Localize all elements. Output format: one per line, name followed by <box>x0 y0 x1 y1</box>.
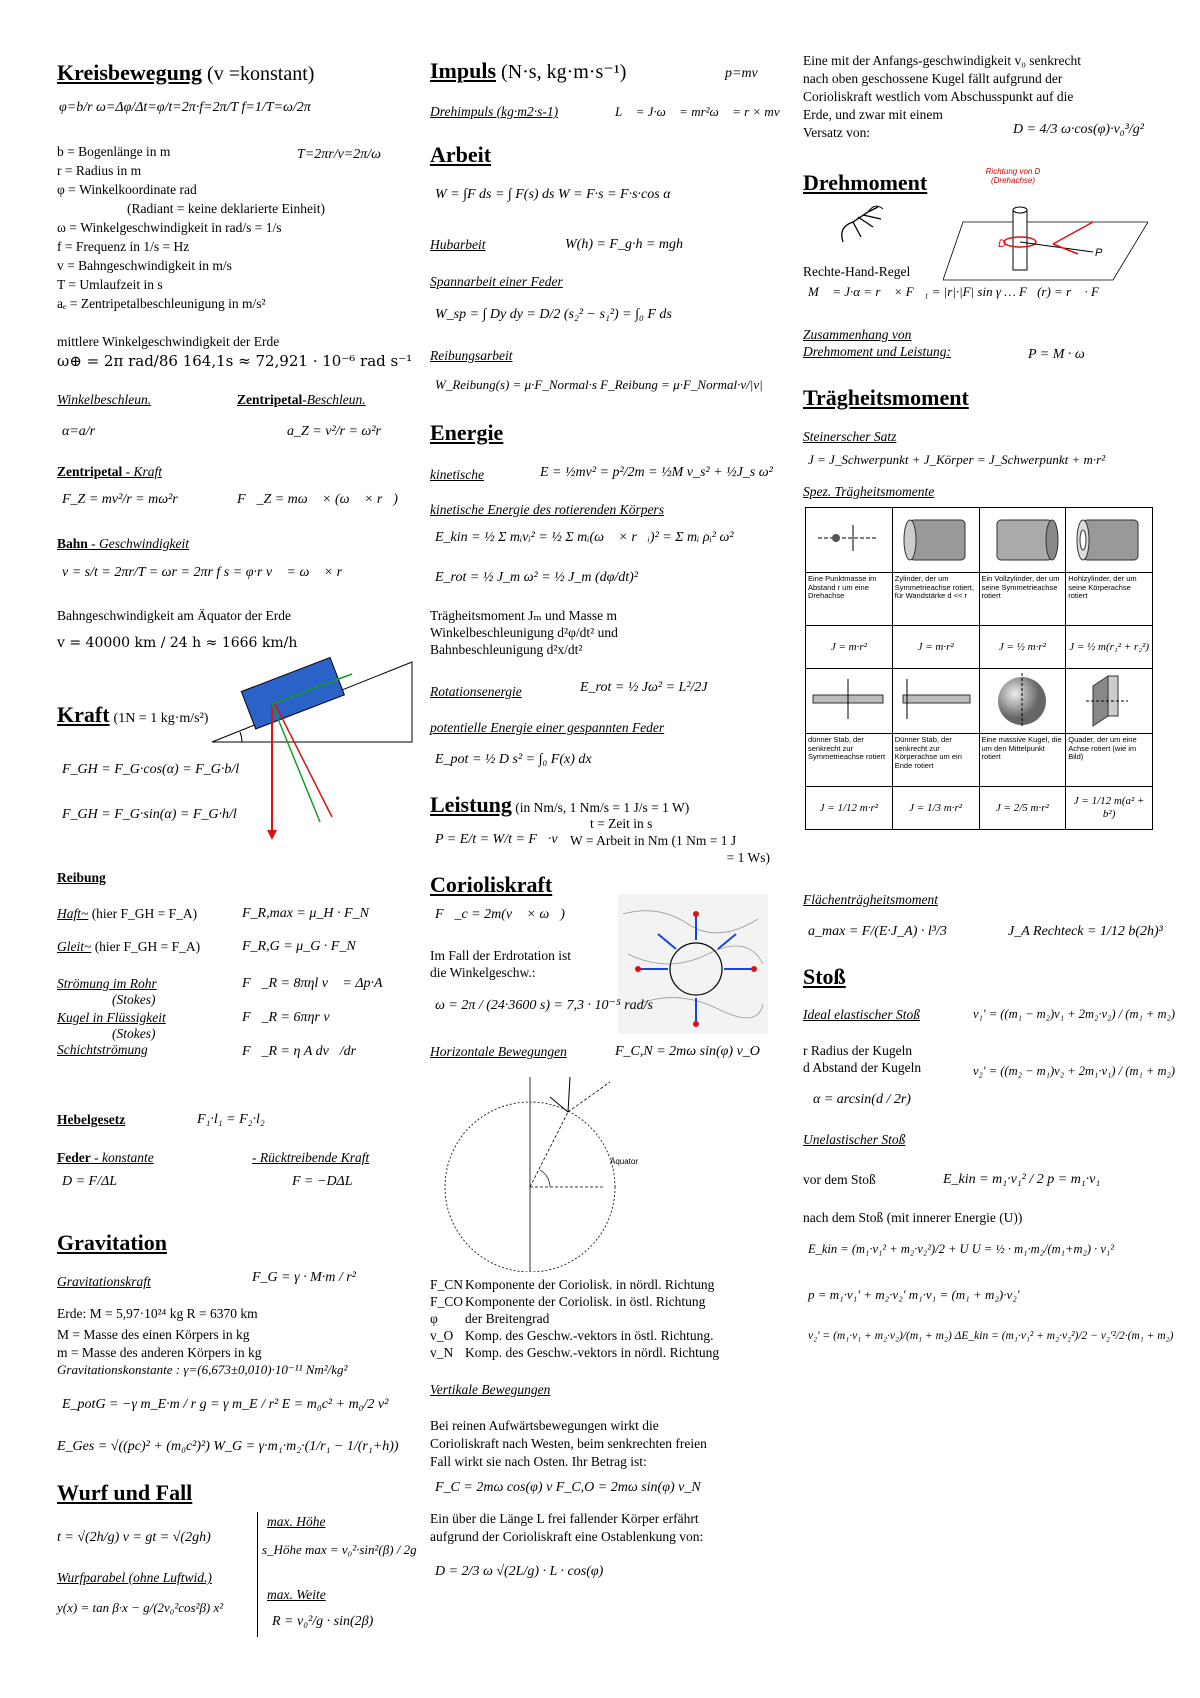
kin-label: kinetische <box>430 467 484 482</box>
horiz-label: Horizontale Bewegungen <box>430 1044 567 1059</box>
table-row-desc-1 <box>806 573 1153 626</box>
fn-arrow <box>272 704 320 822</box>
img-kugel <box>979 669 1066 734</box>
desc-quader: Quader, der um eine Achse rotiert (wie im Bild) <box>1066 734 1153 787</box>
kugel-text-5: Versatz von: <box>803 125 871 140</box>
rohr-formula: F⃗_R = 8πηl v⃗ = Δp·A <box>242 976 383 991</box>
img-hohlzylinder <box>1066 508 1153 573</box>
flaechen-formula-2: J_A Rechteck = 1/12 b(2h)³ <box>1008 924 1163 939</box>
ekin-formula: E_kin = ½ Σ mᵢvᵢ² = ½ Σ mᵢ(ω⃗ × r⃗ᵢ)² = Σ mᵢ ρᵢ² ω² <box>435 530 734 545</box>
arbeit-formula: W = ∫F ds = ∫ F(s) ds W = F·s = F·s·cos α <box>435 187 671 202</box>
impuls-heading <box>430 58 626 84</box>
form-quader: J = 1/12 m(a² + b²) <box>1066 787 1153 830</box>
spann-formula: W_sp = ∫ Dy dy = D/2 (s₂² − s₁²) = ∫₀ F ds <box>435 307 672 322</box>
radius-text-1: r Radius der Kugeln <box>803 1043 913 1058</box>
d-label: D <box>998 238 1006 250</box>
form-punktmasse: J = m·r² <box>806 626 893 669</box>
impuls-formula: p=mv <box>725 66 758 81</box>
hebel-formula: F₁·l₁ = F₂·l₂ <box>197 1112 265 1127</box>
p-label: P <box>1095 247 1103 259</box>
desc-vollzylinder: Ein Vollzylinder, der um seine Symmetrieachse rotiert <box>979 573 1066 626</box>
legend-text-phi: der Breitengrad <box>465 1311 550 1326</box>
erdrot-text <box>430 947 571 981</box>
impuls-unit: (N·s, kg·m·s⁻¹) <box>496 61 627 83</box>
zk-word: Zentripetal <box>57 464 123 479</box>
grav-defs <box>57 1326 261 1362</box>
az-formula: a_Z = v²/r = ω²r <box>287 424 381 439</box>
bahn-label <box>57 536 189 552</box>
schicht-label: Schichtströmung <box>57 1042 148 1057</box>
hoehe-formula: s_Höhe max = v₀²·sin²(β) / 2g <box>262 1542 417 1557</box>
form-vollzylinder: J = ½ m·r² <box>979 626 1066 669</box>
radius-text <box>803 1042 921 1076</box>
elast-formula-2: v₂' = ((m₂ − m₁)v₂ + 2m₁·v₁) / (m₁ + m₂) <box>973 1064 1176 1078</box>
traeg-text-2: Winkelbeschleunigung d²φ/dt² und <box>430 625 618 640</box>
pot-formula: E_pot = ½ D s² = ∫₀ F(x) dx <box>435 752 592 767</box>
kreis-period-formula: T=2πr/v=2π/ω <box>297 147 382 162</box>
def-omega: ω = Winkelgeschwindigkeit in rad/s = 1/s <box>57 220 282 235</box>
legend-text-fcn: Komponente der Coriolisk. in nördl. Richtung <box>465 1277 715 1292</box>
erdkugel-diagram <box>430 1072 660 1272</box>
coriolis-formula: F⃗_c = 2m(v⃗ × ω⃗) <box>435 907 565 922</box>
kinrot-label: kinetische Energie des rotierenden Körpers <box>430 502 664 517</box>
vert-label: Vertikale Bewegungen <box>430 1382 551 1397</box>
kraft-title: Kraft <box>57 702 110 727</box>
gleit-row <box>57 939 200 955</box>
traeg-text-3: Bahnbeschleunigung d²x/dt² <box>430 642 583 657</box>
kraft-word: - Kraft <box>122 464 163 479</box>
steiner-formula: J = J_Schwerpunkt + J_Körper = J_Schwerpunkt + m·r² <box>808 452 1106 467</box>
horiz-formula: F_C,N = 2mω sin(φ) v_O <box>615 1044 760 1059</box>
fgh-sin-formula: F_GH = F_G·sin(α) = F_G·h/l <box>62 807 237 822</box>
zus-label-2: Drehmoment und Leistung: <box>803 344 951 359</box>
leistung-formula: P = E/t = W/t = F⃗·v⃗ <box>435 832 569 847</box>
traegheits-table <box>805 507 1153 830</box>
table-row-desc-2 <box>806 734 1153 787</box>
legend-sym-phi: φ <box>430 1311 438 1326</box>
vert-text <box>430 1417 707 1471</box>
drehmoment-diagram <box>943 192 1148 282</box>
feder-word: Feder <box>57 1150 91 1165</box>
gkonst: Gravitationskonstante : γ=(6,673±0,010)·10⁻¹¹ Nm²/kg² <box>57 1362 348 1377</box>
kreis-heading <box>57 60 314 86</box>
kreis-formula: φ=b/r ω=Δφ/Δt=φ/t=2π·f=2π/T f=1/T=ω/2π <box>59 100 311 115</box>
img-vollzylinder <box>979 508 1066 573</box>
rot-label: Rotationsenergie <box>430 684 522 699</box>
m-formula: M⃗ = J·α = r⃗ × F⃗₁ = |r|·|F| sin γ … F⃗(r) = r⃗ · F⃗ <box>808 284 1110 299</box>
form-stab-mitte: J = 1/12 m·r² <box>806 787 893 830</box>
def-phi: φ = Winkelkoordinate rad <box>57 182 197 197</box>
drehmoment-title: Drehmoment <box>803 170 928 195</box>
kugel-text-4: Erde, und zwar mit einem <box>803 107 943 122</box>
fz-vector-formula: F⃗_Z = mω⃗ × (ω⃗ × r⃗) <box>237 492 398 507</box>
fz-formula: F_Z = mv²/r = mω²r <box>62 492 178 507</box>
coriolis-title: Corioliskraft <box>430 872 553 897</box>
desc-stab-mitte: dünner Stab, der senkrecht zur Symmetrieachse rotiert <box>806 734 893 787</box>
kugel-formula: F⃗_R = 6πηr v⃗ <box>242 1010 341 1025</box>
erde-title: mittlere Winkelgeschwindigkeit der Erde <box>57 334 280 349</box>
aequator-text: Bahngeschwindigkeit am Äquator der Erde <box>57 608 291 623</box>
form-kugel: J = 2/5 m·r² <box>979 787 1066 830</box>
schicht-formula: F⃗_R = η A dv⃗/dr⃗ <box>242 1044 368 1059</box>
nach-text: nach dem Stoß (mit innerer Energie (U)) <box>803 1210 1023 1225</box>
radius-text-2: d Abstand der Kugeln <box>803 1060 922 1075</box>
stoss-title: Stoß <box>803 964 846 989</box>
kugel-note: (Stokes) <box>112 1026 156 1041</box>
drehimpuls-formula: L⃗ = J·ω⃗ = mr²ω⃗ = r × mv <box>615 104 780 119</box>
def-r: r = Radius in m <box>57 163 142 178</box>
def-T: T = Umlaufzeit in s <box>57 277 163 292</box>
fgh-cos-formula: F_GH = F_G·cos(α) = F_G·b/l <box>62 762 240 777</box>
def-radiant: (Radiant = keine deklarierte Einheit) <box>127 201 326 216</box>
bahn-formula: v = s/t = 2πr/T = ωr = 2πr f s = φ·r v⃗ = ω⃗ × r⃗ <box>62 565 353 580</box>
kin-formula: E = ½mv² = p²/2m = ½M v_s² + ½J_s ω² <box>540 465 773 480</box>
eges-formula: E_Ges = √((pc)² + (m₀c²)²) W_G = γ·m₁·m₂·(1/r₁ − 1/(r₁+h)) <box>57 1439 399 1454</box>
gleit-label: Gleit~ <box>57 939 92 954</box>
gkraft-label: Gravitationskraft <box>57 1274 151 1289</box>
leistung-def-t: t = Zeit in s <box>590 816 653 831</box>
def-v: v = Bahngeschwindigkeit in m/s <box>57 258 232 273</box>
pot-label: potentielle Energie einer gespannten Feder <box>430 720 665 735</box>
erdrot-text-2: die Winkelgeschw.: <box>430 965 536 980</box>
parabel-label: Wurfparabel (ohne Luftwid.) <box>57 1570 212 1585</box>
rhr-label: Rechte-Hand-Regel <box>803 264 911 279</box>
traeg-text <box>430 607 618 658</box>
konstante-word: - konstante <box>90 1150 154 1165</box>
traegheitsmoment-title: Trägheitsmoment <box>803 385 969 410</box>
nach-formula-3: v₂' = (m₁·v₁ + m₂·v₂)/(m₁ + m₂) ΔE_kin = (m₁·v₁² + m₂·v₂²)/2 − v₂'²/2·(m₁ + m₂) <box>808 1330 1174 1342</box>
omega-formula: ω = 2π / (24·3600 s) = 7,3 · 10⁻⁵ rad/s <box>435 998 653 1013</box>
kugel-label: Kugel in Flüssigkeit <box>57 1010 166 1025</box>
legend-sym-vo: v_O <box>430 1328 454 1343</box>
arbeit-title: Arbeit <box>430 142 492 167</box>
energie-title: Energie <box>430 420 504 445</box>
vor-text: vor dem Stoß <box>803 1172 876 1187</box>
img-hohlzylinder-duenn <box>892 508 979 573</box>
vor-formula: E_kin = m₁·v₁² / 2 p = m₁·v₁ <box>943 1172 1101 1187</box>
fgh-arrow <box>274 702 332 817</box>
vert-text-1: Bei reinen Aufwärtsbewegungen wirkt die <box>430 1418 659 1433</box>
gleit-formula: F_R,G = μ_G · F_N <box>242 939 356 954</box>
img-stab-ende <box>892 669 979 734</box>
ostablenkung-formula: D = 2/3 ω √(2L/g) · L · cos(φ) <box>435 1564 604 1579</box>
gleit-note: (hier F_GH = F_A) <box>91 939 201 954</box>
desc-hohlzylinder: Hohlzylinder, der um seine Körperachse rotiert <box>1066 573 1153 626</box>
rohr-note: (Stokes) <box>112 992 156 1007</box>
img-quader <box>1066 669 1153 734</box>
parabel-formula: y(x) = tan β·x − g/(2v₀²cos²β) x² <box>57 1600 224 1615</box>
zus-label-1: Zusammenhang von <box>803 327 912 342</box>
def-f: f = Frequenz in 1/s = Hz <box>57 239 190 254</box>
gravitation-title: Gravitation <box>57 1230 167 1255</box>
alpha-formula: α=a/r <box>62 424 96 439</box>
legend-text-vn: Komp. des Geschw.-vektors in nördl. Richtung <box>465 1345 720 1360</box>
table-row-images-1 <box>806 508 1153 573</box>
flaechen-formula: a_max = F/(E·J_A) · l³/3 <box>808 924 947 939</box>
vert-text-3: Fall wirkt sie nach Osten. Ihr Betrag ist: <box>430 1454 647 1469</box>
kreis-title-suffix: (v =konstant) <box>202 63 315 85</box>
form-stab-ende: J = 1/3 m·r² <box>892 787 979 830</box>
desc-punktmasse: Eine Punktmasse im Abstand r um eine Drehachse <box>806 573 893 626</box>
haft-note: (hier F_GH = F_A) <box>88 906 198 921</box>
haft-label: Haft~ <box>57 906 89 921</box>
kugel-text-1: Eine mit der Anfangs-geschwindigkeit v₀ senkrecht <box>803 53 1082 68</box>
desc-zylinder-duenn: Zylinder, der um Symmetrieachse rotiert, für Wandstärke d << r <box>892 573 979 626</box>
leistung-defs <box>570 815 770 866</box>
zentripetal-beschl-label <box>237 392 366 408</box>
fall-text <box>430 1510 703 1546</box>
coriolis-legend <box>430 1276 719 1361</box>
fall-text-1: Ein über die Länge L frei fallender Körper erfährt <box>430 1511 699 1526</box>
leistung-def-ws: = 1 Ws) <box>726 850 770 865</box>
feder-formula: D = F/ΔL <box>62 1174 118 1189</box>
rechte-hand-icon <box>833 197 893 252</box>
zentripetal-kraft-label <box>57 464 162 480</box>
rueck-label: - Rücktreibende Kraft <box>252 1150 370 1165</box>
wurf-title: Wurf und Fall <box>57 1480 193 1505</box>
form-zylinder-duenn: J = m·r² <box>892 626 979 669</box>
table-row-formula-2 <box>806 787 1153 830</box>
img-punktmasse <box>806 508 893 573</box>
geschwindigkeit-word: - Geschwindigkeit <box>87 536 190 551</box>
def-a: aₑ = Zentripetalbeschleunigung in m/s² <box>57 296 266 311</box>
elast-formula-1: v₁' = ((m₁ − m₂)v₁ + 2m₂·v₂) / (m₁ + m₂) <box>973 1007 1176 1021</box>
grav-def-m: m = Masse des anderen Körpers in kg <box>57 1345 262 1360</box>
zus-formula: P = M · ω <box>1028 347 1085 362</box>
kreis-title: Kreisbewegung <box>57 60 203 85</box>
steiner-label: Steinerscher Satz <box>803 429 897 444</box>
elast-label: Ideal elastischer Stoß <box>803 1007 920 1022</box>
versatz-formula: D = 4/3 ω·cos(φ)·v₀³/g² <box>1013 122 1144 137</box>
table-row-formula-1 <box>806 626 1153 669</box>
reib-label: Reibungsarbeit <box>430 348 513 363</box>
desc-kugel: Eine massive Kugel, die um den Mittelpunkt rotiert <box>979 734 1066 787</box>
impuls-title: Impuls <box>430 58 497 83</box>
legend-text-fco: Komponente der Coriolisk. in östl. Richtung <box>465 1294 706 1309</box>
hub-formula: W(h) = F_g·h = mgh <box>565 237 684 252</box>
spez-label: Spez. Trägheitsmomente <box>803 484 935 499</box>
block <box>241 658 344 729</box>
kraft-heading <box>57 702 208 728</box>
kraft-unit: (1N = 1 kg·m/s²) <box>113 711 209 726</box>
nach-formula-1: E_kin = (m₁·v₁² + m₂·v₂²)/2 + U U = ½ · m₁·m₂/(m₁+m₂) · v₁² <box>808 1242 1115 1256</box>
fall-text-2: aufgrund der Corioliskraft eine Ostablenkung von: <box>430 1529 704 1544</box>
erde-formula: ω⊕ = 2π rad/86 164,1s ≈ 72,921 · 10⁻⁶ rad s⁻¹ <box>57 352 413 370</box>
legend-sym-vn: v_N <box>430 1345 454 1360</box>
def-b: b = Bogenlänge in m <box>57 144 171 159</box>
kreis-definitions <box>57 142 325 313</box>
richtung-label: Richtung von D (Drehachse) <box>985 167 1041 185</box>
haft-row <box>57 906 197 922</box>
unelast-label: Unelastischer Stoß <box>803 1132 906 1147</box>
weite-formula: R = v₀²/g · sin(2β) <box>272 1614 374 1629</box>
epot-formula: E_potG = −γ m_E·m / r g = γ m_E / r² E = m₀c² + m₀/2 v² <box>62 1397 389 1412</box>
weite-label: max. Weite <box>267 1587 326 1602</box>
leistung-unit: (in Nm/s, 1 Nm/s = 1 J/s = 1 W) <box>511 800 690 815</box>
rohr-label: Strömung im Rohr <box>57 976 157 991</box>
gkraft-formula: F_G = γ · M·m / r² <box>252 1270 356 1285</box>
leistung-def-w: W = Arbeit in Nm (1 Nm = 1 J <box>570 833 737 848</box>
vert-formula: F_C = 2mω cos(φ) v F_C,O = 2mω sin(φ) v_N <box>435 1480 701 1495</box>
hoehe-label: max. Höhe <box>267 1514 326 1529</box>
bahn-word: Bahn <box>57 536 88 551</box>
stoss-alpha-formula: α = arcsin(d / 2r) <box>813 1092 911 1107</box>
reib-formula: W_Reibung(s) = μ·F_Normal·s F_Reibung = μ·F_Normal·v/|v| <box>435 377 763 392</box>
spann-label: Spannarbeit einer Feder <box>430 274 563 289</box>
img-stab-mitte <box>806 669 893 734</box>
erot-formula: E_rot = ½ J_m ω² = ½ J_m (dφ/dt)² <box>435 570 639 585</box>
legend-text-vo: Komp. des Geschw.-vektors in östl. Richtung. <box>465 1328 714 1343</box>
vert-text-2: Corioliskraft nach Westen, beim senkrechten freien <box>430 1436 707 1451</box>
winkelbeschl-label: Winkelbeschleun. <box>57 392 152 407</box>
grav-def-M: M = Masse des einen Körpers in kg <box>57 1327 250 1342</box>
aequator-formula: v = 40000 km / 24 h ≈ 1666 km/h <box>57 635 298 651</box>
beschleun-word: -Beschleun. <box>302 392 366 407</box>
erdrot-text-1: Im Fall der Erdrotation ist <box>430 948 571 963</box>
form-hohlzylinder: J = ½ m(r₁² + r₂²) <box>1066 626 1153 669</box>
reibung-title: Reibung <box>57 870 106 885</box>
erde-data: Erde: M = 5,97·10²⁴ kg R = 6370 km <box>57 1306 258 1321</box>
drehimpuls-label: Drehimpuls (kg·m2·s-1) <box>430 104 559 119</box>
kugel-text-2: nach oben geschossene Kugel fällt aufgrund der <box>803 71 1063 86</box>
rueck-formula: F = −DΔL <box>292 1174 353 1189</box>
table-row-images-2 <box>806 669 1153 734</box>
legend-sym-fco: F_CO <box>430 1294 464 1309</box>
legend-sym-fcn: F_CN <box>430 1277 464 1292</box>
flaechen-label: Flächenträgheitsmoment <box>803 892 938 907</box>
aequator-label: Äquator <box>610 1157 639 1166</box>
nach-formula-2: p = m₁·v₁' + m₂·v₂' m₁·v₁ = (m₁ + m₂)·v₂' <box>808 1287 1020 1302</box>
hebel-label: Hebelgesetz <box>57 1112 126 1127</box>
kugel-text-3: Corioliskraft westlich vom Abschusspunkt auf die <box>803 89 1074 104</box>
zentripetal-word: Zentripetal <box>237 392 303 407</box>
desc-stab-ende: Dünner Stab, der senkrecht zur Körperachse um ein Ende rotiert <box>892 734 979 787</box>
traeg-text-1: Trägheitsmoment Jₘ und Masse m <box>430 608 618 623</box>
fall-formula: t = √(2h/g) v = gt = √(2gh) <box>57 1530 211 1545</box>
wurf-divider <box>257 1512 258 1637</box>
haft-formula: F_R,max = μ_H · F_N <box>242 906 369 921</box>
feder-label <box>57 1150 154 1166</box>
hub-label: Hubarbeit <box>430 237 486 252</box>
rot-formula: E_rot = ½ Jω² = L²/2J <box>580 680 708 695</box>
leistung-title: Leistung <box>430 792 512 817</box>
